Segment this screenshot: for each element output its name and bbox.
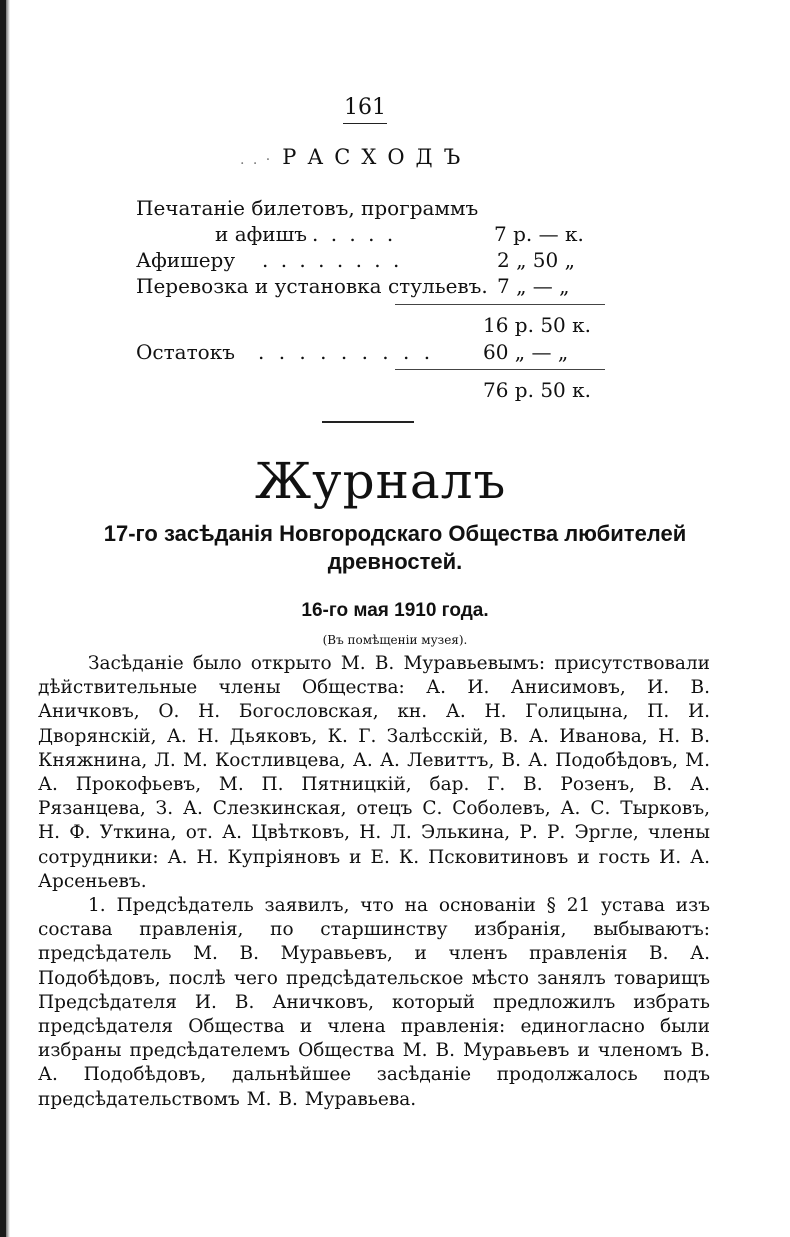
meeting-date: 16-го мая 1910 года. bbox=[301, 600, 489, 621]
expense-total: 76 р. 50 к. bbox=[483, 378, 591, 402]
journal-body bbox=[38, 652, 710, 1112]
expense-item-leader: . . . . . . . . bbox=[262, 248, 403, 272]
total-rule bbox=[395, 369, 605, 370]
balance-label: Остатокъ bbox=[136, 340, 235, 364]
subtotal-rule bbox=[395, 304, 605, 305]
expense-section-title: . . · РАСХОДЪ bbox=[240, 145, 472, 169]
page-number-rule bbox=[343, 123, 387, 124]
journal-title: Журналъ bbox=[255, 452, 507, 510]
section-separator bbox=[322, 421, 414, 423]
expense-item-leader: . . . . . bbox=[312, 222, 397, 246]
expense-item-label-cont: и афишъ bbox=[215, 222, 307, 246]
expense-subtotal: 16 р. 50 к. bbox=[483, 313, 591, 337]
expense-item-amount: 7 р. — к. bbox=[494, 222, 584, 246]
expense-item-amount: 7 „ — „ bbox=[497, 274, 570, 298]
body-paragraph: 1. Предсѣдатель заявилъ, что на основаніи § 21 устава изъ состава правленія, по старшинству избранія, выбываютъ: предсѣдатель М. В. Муравьевъ, и членъ правленія В. А. Подобѣдовъ, послѣ чего предсѣдательское мѣсто занялъ товарищъ Предсѣдателя И. В. Аничковъ, который предложилъ избрать предсѣдателя Общества и члена правленія: единогласно были избраны предсѣдателемъ Общества М. В. Муравьевъ и членомъ В. А. Подобѣдовъ, дальнѣйшее засѣданіе продолжалось подъ предсѣдательствомъ М. В. Муравьева. bbox=[38, 895, 710, 1110]
expense-item-label: Перевозка и установка стульевъ. bbox=[136, 274, 488, 298]
meeting-place: (Въ помѣщеніи музея). bbox=[322, 633, 468, 647]
balance-leader: . . . . . . . . . bbox=[258, 340, 435, 364]
page-number: 161 bbox=[344, 95, 386, 120]
expense-item-label: Печатаніе билетовъ, программъ bbox=[136, 196, 479, 220]
journal-subtitle: 17-го засѣданія Новгородскаго Общества любителей древностей. bbox=[103, 521, 687, 574]
title-leader-dots: . . · bbox=[240, 152, 273, 168]
balance-amount: 60 „ — „ bbox=[483, 340, 569, 364]
body-paragraph: Засѣданіе было открыто М. В. Муравьевымъ: присутствовали дѣйствительные члены Общества: А. И. Анисимовъ, И. В. Аничковъ, О. Н. Богословская, кн. А. Н. Голицына, П. И. Дворянскій, А. Н. Дьяковъ, К. Г. Залѣсскій, В. А. Иванова, Н. В. Княжнина, Л. М. Костливцева, А. А. Левиттъ, В. А. Подобѣдовъ, М. А. Прокофьевъ, М. П. Пятницкій, бар. Г. В. Розенъ, В. А. Рязанцева, З. А. Слезкинская, отецъ С. Соболевъ, А. С. Тырковъ, Н. Ф. Уткина, от. А. Цвѣтковъ, Н. Л. Элькина, Р. Р. Эргле, члены сотрудники: А. Н. Купріяновъ и Е. К. Псковитиновъ и гость И. А. Арсеньевъ. bbox=[38, 653, 710, 892]
expense-item-label: Афишеру bbox=[136, 248, 236, 272]
expense-item-amount: 2 „ 50 „ bbox=[497, 248, 575, 272]
